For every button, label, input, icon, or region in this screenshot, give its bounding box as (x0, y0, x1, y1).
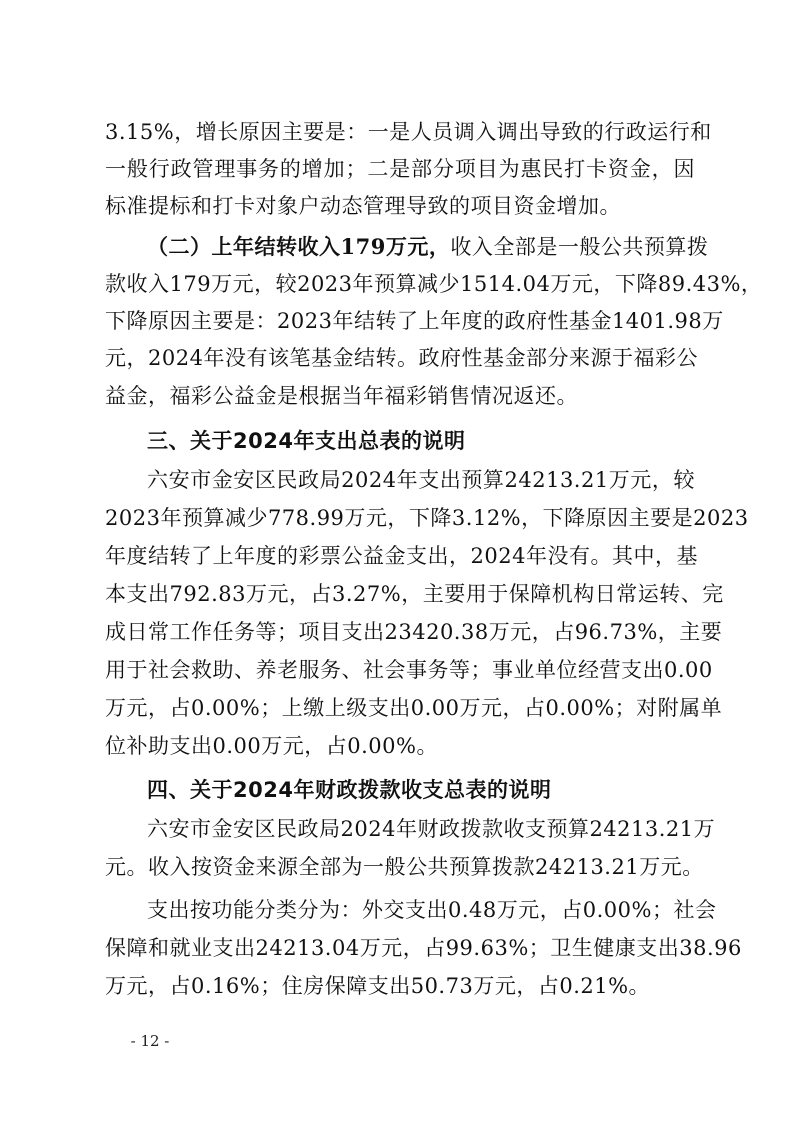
text-line: 益金，福彩公益金是根据当年福彩销售情况返还。 (105, 384, 578, 408)
text-line: 万元，占0.16%；住房保障支出50.73万元，占0.21%。 (105, 974, 651, 998)
paragraph-first-line: 六安市金安区民政局2024年财政拨款收支预算24213.21万 (147, 817, 716, 841)
text-line: 款收入179万元，较2023年预算减少1514.04万元，下降89.43%， (105, 272, 763, 296)
text-line: 元，2024年没有该笔基金结转。政府性基金部分来源于福彩公 (105, 346, 698, 370)
text-line: 3.15%，增长原因主要是：一是人员调入调出导致的行政运行和 (105, 120, 712, 144)
text-span: 收入全部是一般公共预算拨 (450, 235, 709, 259)
text-line: 保障和就业支出24213.04万元，占99.63%；卫生健康支出38.96 (105, 936, 742, 960)
text-line: 标准提标和打卡对象户动态管理导致的项目资金增加。 (105, 194, 621, 218)
subsection-heading: （二）上年结转收入179万元， (147, 234, 451, 259)
text-line: 一般行政管理事务的增加；二是部分项目为惠民打卡资金，因 (105, 157, 695, 181)
text-line: 下降原因主要是：2023年结转了上年度的政府性基金1401.98万 (105, 309, 724, 333)
section-heading: 三、关于2024年支出总表的说明 (147, 429, 466, 453)
text-line: 成日常工作任务等；项目支出23420.38万元，占96.73%，主要 (105, 620, 723, 644)
paragraph-first-line: 支出按功能分类分为：外交支出0.48万元，占0.00%；社会 (147, 898, 717, 922)
text-line: 万元，占0.00%；上缴上级支出0.00万元，占0.00%；对附属单 (105, 696, 723, 720)
paragraph-first-line (147, 228, 709, 266)
paragraph-first-line: 六安市金安区民政局2024年支出预算24213.21万元，较 (147, 468, 695, 492)
text-line: 2023年预算减少778.99万元，下降3.12%，下降原因主要是2023 (105, 506, 749, 530)
section-heading: 四、关于2024年财政拨款收支总表的说明 (147, 778, 552, 802)
text-line: 元。收入按资金来源全部为一般公共预算拨款24213.21万元。 (105, 855, 704, 879)
page-number: - 12 - (130, 1032, 170, 1050)
text-line: 本支出792.83万元，占3.27%，主要用于保障机构日常运转、完 (105, 582, 724, 606)
text-line: 用于社会救助、养老服务、社会事务等；事业单位经营支出0.00 (105, 658, 713, 682)
text-line: 位补助支出0.00万元，占0.00%。 (105, 734, 438, 758)
text-line: 年度结转了上年度的彩票公益金支出，2024年没有。其中，基 (105, 544, 698, 568)
